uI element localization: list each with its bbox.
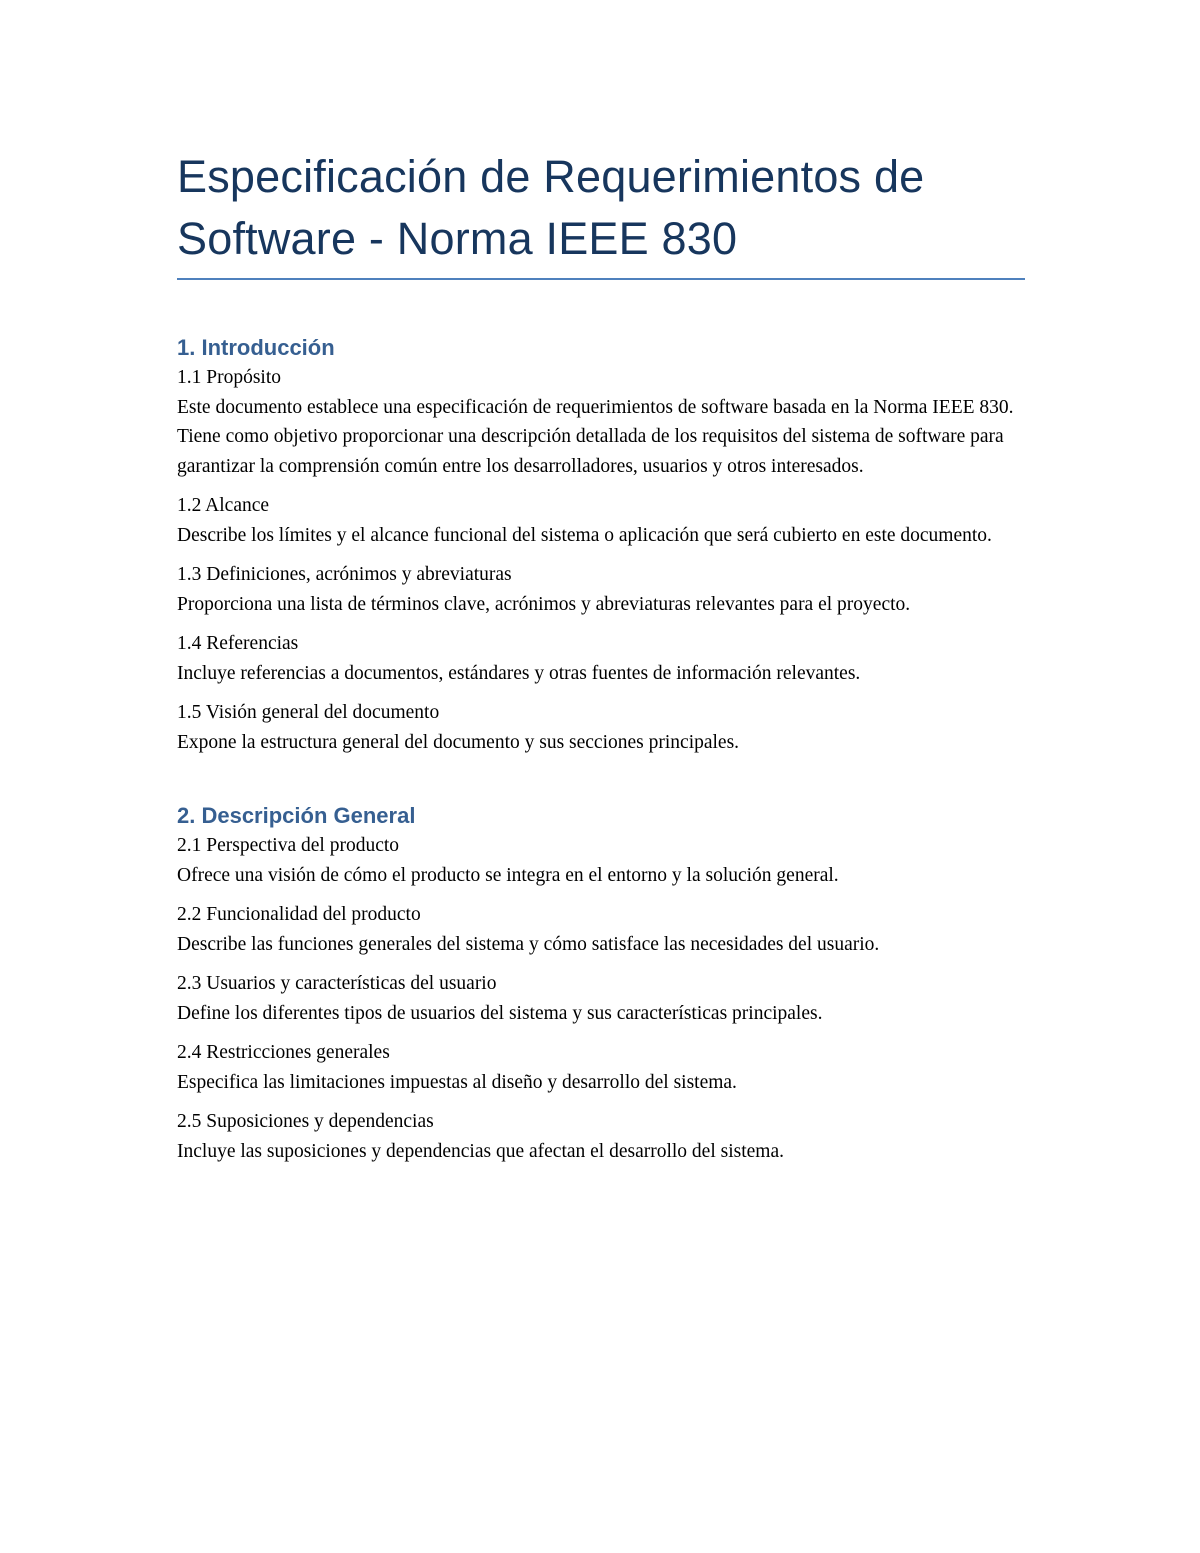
document-content	[177, 146, 1025, 1176]
subsection-title: 1.5 Visión general del documento	[177, 702, 440, 723]
subsection-referencias	[177, 629, 1025, 688]
subsection-vision-general	[177, 698, 1025, 757]
section-heading: 1. Introducción	[177, 335, 335, 360]
subsection-text: Incluye las suposiciones y dependencias que afectan el desarrollo del sistema.	[177, 1140, 784, 1162]
subsection-usuarios	[177, 969, 1025, 1028]
subsection-perspectiva	[177, 831, 1025, 890]
subsection-funcionalidad	[177, 900, 1025, 959]
section-introduccion	[177, 333, 1025, 757]
subsection-restricciones	[177, 1038, 1025, 1097]
section-descripcion-general	[177, 801, 1025, 1166]
subsection-title: 2.1 Perspectiva del producto	[177, 835, 400, 856]
subsection-text: Este documento establece una especificación de requerimientos de software basada en la Norma IEEE 830. Tiene como objetivo proporcionar una descripción detallada de los requisitos del sistema de software para garantizar la comprensión común entre los desarrolladores, usuarios y otros interesados.	[177, 396, 1014, 477]
subsection-title: 2.2 Funcionalidad del producto	[177, 904, 421, 925]
subsection-definiciones	[177, 560, 1025, 619]
subsection-alcance	[177, 491, 1025, 550]
subsection-text: Incluye referencias a documentos, estándares y otras fuentes de información relevantes.	[177, 662, 861, 684]
subsection-title: 1.4 Referencias	[177, 633, 299, 654]
subsection-text: Describe los límites y el alcance funcional del sistema o aplicación que será cubierto en este documento.	[177, 524, 992, 546]
subsection-text: Ofrece una visión de cómo el producto se integra en el entorno y la solución general.	[177, 864, 839, 886]
subsection-text: Especifica las limitaciones impuestas al diseño y desarrollo del sistema.	[177, 1071, 737, 1093]
subsection-title: 2.3 Usuarios y características del usuario	[177, 973, 497, 994]
subsection-title: 2.5 Suposiciones y dependencias	[177, 1111, 434, 1132]
subsection-title: 1.1 Propósito	[177, 367, 282, 388]
subsection-text: Define los diferentes tipos de usuarios del sistema y sus características principales.	[177, 1002, 823, 1024]
subsection-text: Describe las funciones generales del sistema y cómo satisface las necesidades del usuario.	[177, 933, 880, 955]
document-title: Especificación de Requerimientos de Software - Norma IEEE 830	[177, 151, 925, 264]
subsection-title: 1.3 Definiciones, acrónimos y abreviaturas	[177, 564, 512, 585]
subsection-text: Expone la estructura general del documento y sus secciones principales.	[177, 731, 740, 753]
title-underline-rule	[177, 278, 1025, 280]
subsection-suposiciones	[177, 1107, 1025, 1166]
section-heading: 2. Descripción General	[177, 803, 416, 828]
subsection-title: 2.4 Restricciones generales	[177, 1042, 390, 1063]
subsection-text: Proporciona una lista de términos clave, acrónimos y abreviaturas relevantes para el proyecto.	[177, 593, 911, 615]
subsection-proposito	[177, 363, 1025, 481]
subsection-title: 1.2 Alcance	[177, 495, 270, 516]
